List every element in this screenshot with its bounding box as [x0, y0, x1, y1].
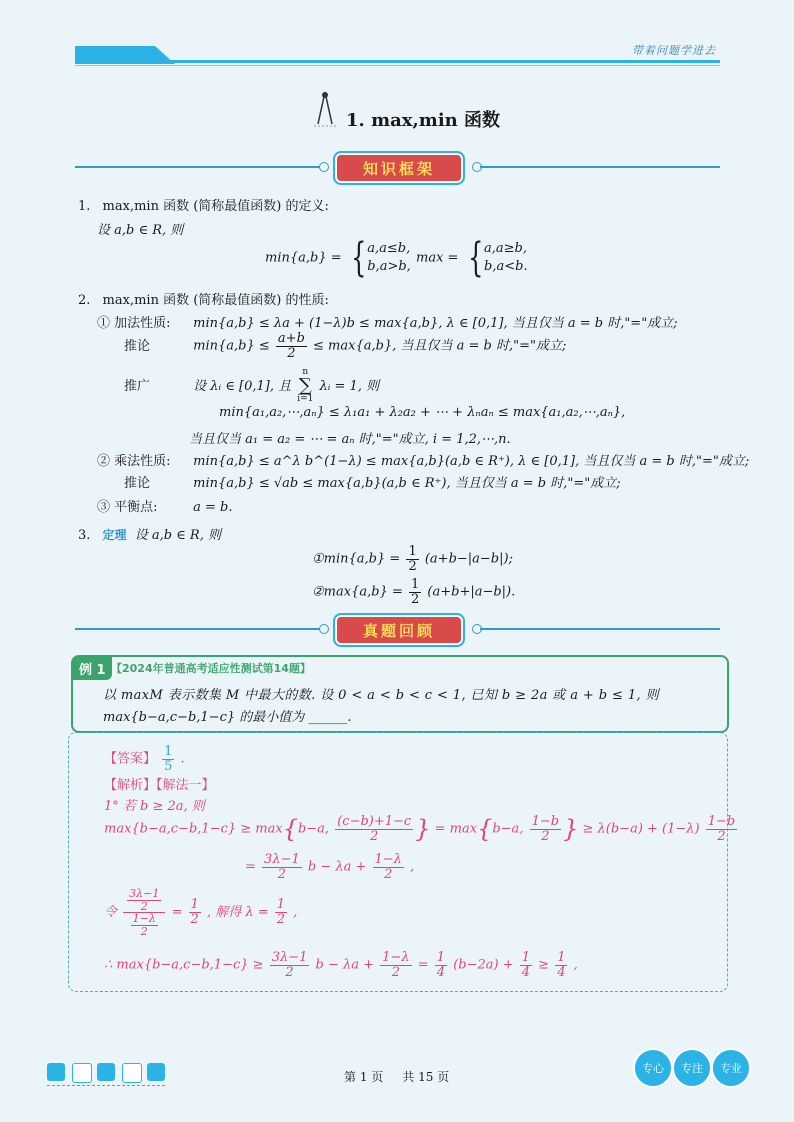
sum-top: n [302, 367, 309, 377]
title-text: max,min 函数 [371, 110, 501, 131]
f1-num: 1 [408, 544, 417, 559]
mul-property [97, 450, 749, 469]
s1-den: 2 [370, 828, 379, 844]
f1-pre: ①min{a,b} = [312, 551, 401, 567]
add-property [97, 312, 678, 331]
s2-den1: 2 [277, 866, 287, 882]
s3-end: , [293, 905, 298, 921]
s3-d2: 2 [140, 924, 148, 938]
example-source: 【2024年普通高考适应性测试第14题】 [111, 662, 311, 675]
footer-square [122, 1063, 142, 1083]
divider2-left [75, 628, 325, 630]
title-number: 1. [346, 110, 365, 131]
divider-left [75, 166, 325, 168]
s4-end: , [573, 957, 578, 973]
bal-text: a = b. [193, 500, 233, 515]
s1-a: b−a, [297, 821, 330, 837]
item1-label: max,min 函数 (简称最值函数) 的定义: [102, 199, 329, 214]
f2-post: (a+b+|a−b|). [427, 584, 516, 600]
badge-professional: 专业 [711, 1048, 751, 1088]
s2-pre: = [245, 859, 256, 875]
s1-num3: 1−b [707, 814, 736, 829]
gen-line2: min{a₁,a₂,⋯,aₙ} ≤ λ₁a₁ + λ₂a₂ + ⋯ + λₙaₙ ≤ max{a₁,a₂,⋯,aₙ}, [219, 405, 626, 420]
item3-setup: 设 a,b ∈ R, 则 [134, 528, 221, 543]
gen-pre: 设 λᵢ ∈ [0,1], 且 [193, 378, 292, 394]
s1-den3: 2 [717, 828, 726, 844]
badge-focus-attention: 专注 [672, 1048, 712, 1088]
min-def-row2: b,a>b, [367, 259, 411, 274]
theorem-tag: 定理 [102, 528, 127, 542]
sum-bottom: i=1 [297, 394, 314, 405]
example-line1: 以 maxM 表示数集 M 中最大的数. 设 0 < a < b < c < 1, 已知 b ≥ 2a 或 a + b ≤ 1, 则 [103, 688, 659, 703]
mul-text: min{a,b} ≤ a^λ b^(1−λ) ≤ max{a,b}(a,b ∈ R⁺), λ ∈ [0,1], 当且仅当 a = b 时,"="成立; [193, 454, 750, 469]
footer-badges [633, 1048, 748, 1084]
divider2-right [480, 628, 720, 630]
s4-m3: (b−2a) + [453, 957, 514, 973]
item3-heading [78, 524, 221, 543]
s3-ld: 2 [276, 912, 286, 928]
step2-line [245, 853, 414, 881]
sum-symbol: ∑ [298, 375, 312, 397]
s3-eq: = [171, 905, 183, 921]
mul-corollary [124, 472, 621, 491]
bal-label: ③ 平衡点: [97, 500, 158, 515]
s4-n3: 1 [436, 950, 446, 965]
s3-rn: 1 [190, 897, 199, 913]
divider2-dot-left [319, 624, 329, 634]
s3-rd: 2 [190, 912, 199, 928]
example-box [71, 655, 729, 733]
s4-d3: 4 [436, 964, 446, 980]
f2-den: 2 [410, 591, 420, 607]
footer-square [72, 1063, 92, 1083]
s4-d5: 4 [557, 964, 566, 980]
item1-number: 1. [78, 199, 91, 214]
max-def-row1: a,a≥b, [484, 241, 528, 257]
s4-m2: = [417, 957, 429, 973]
f1-den: 2 [408, 558, 417, 574]
add-text: min{a,b} ≤ λa + (1−λ)b ≤ max{a,b}, λ ∈ [0,1], 当且仅当 a = b 时,"="成立; [193, 316, 678, 331]
s2-den2: 2 [384, 866, 393, 882]
example-line2: max{b−a,c−b,1−c} 的最小值为 ______. [103, 710, 352, 725]
footer-square [97, 1063, 115, 1081]
step1-line: max{b−a,c−b,1−c} ≥ max{b−a, $\frac{(c-b)+1-c}{2}$ } = max{b−a, $\frac{1-b}{2}$ } ≥ λ(b−a) + (1−λ) $\frac{1-b}{2}$ [104, 814, 736, 844]
footer-square [147, 1063, 165, 1081]
s3-ln: 1 [276, 897, 286, 913]
header-tagline: 带着问题学进去 [632, 44, 716, 57]
item3-number: 3. [78, 528, 91, 543]
case1-line: 1° 若 b ≥ 2a, 则 [104, 799, 205, 814]
section-framework: 知识框架 [333, 151, 465, 185]
s4-d2: 2 [391, 964, 401, 980]
s1-pre: max{b−a,c−b,1−c} ≥ max [104, 821, 283, 837]
balance-point [97, 496, 233, 515]
item1-heading [78, 195, 329, 214]
item2-heading [78, 289, 329, 308]
answer-line [104, 745, 185, 773]
cor-label: 推论 [124, 338, 151, 354]
min-def-row1: a,a≤b, [367, 241, 411, 257]
mul-cor-label: 推论 [124, 476, 151, 491]
badge-focus-mind: 专心 [633, 1048, 673, 1088]
item2-number: 2. [78, 293, 91, 308]
answer-end: . [180, 751, 185, 767]
s3-pre: 令 [104, 905, 118, 921]
max-def-row2: b,a<b. [484, 259, 528, 274]
gen-label: 推广 [124, 378, 151, 394]
gen-post: λᵢ = 1, 则 [319, 378, 380, 394]
page-title [346, 106, 500, 132]
section-review: 真题回顾 [333, 613, 465, 647]
s1-den2: 2 [541, 828, 550, 844]
add-label: ① 加法性质: [97, 316, 171, 331]
s2-num2: 1−λ [374, 852, 402, 867]
solution-box [68, 732, 736, 992]
s1-num2: 1−b [531, 814, 560, 829]
cor-den: 2 [287, 345, 296, 361]
answer-num: 1 [164, 744, 173, 759]
s4-n2: 1−λ [382, 950, 410, 965]
s4-m4: ≥ [538, 957, 550, 973]
step4-line [104, 951, 578, 979]
s3-d1: 2 [140, 899, 148, 913]
s3-mid: , 解得 λ = [206, 905, 269, 921]
item1-min-def: min{a,b} = { a,a≤b, b,a>b, [265, 235, 411, 281]
gen-line3: 当且仅当 a₁ = a₂ = ⋯ = aₙ 时,"="成立, i = 1,2,⋯,n. [189, 432, 511, 447]
cor-num: a+b [277, 331, 305, 346]
max-def-lhs: max = [416, 250, 459, 266]
s4-d1: 2 [285, 964, 294, 980]
header-bar [75, 46, 720, 68]
mul-cor-text: min{a,b} ≤ √ab ≤ max{a,b}(a,b ∈ R⁺), 当且仅当 a = b 时,"="成立; [193, 476, 621, 491]
f2-num: 1 [410, 577, 420, 592]
add-corollary [124, 332, 566, 360]
footer-square [47, 1063, 65, 1081]
step3-line [104, 888, 297, 937]
answer-label: 【答案】 [104, 751, 157, 767]
cor-post: ≤ max{a,b}, 当且仅当 a = b 时,"="成立; [313, 338, 567, 354]
divider-right [480, 166, 720, 168]
s4-n1: 3λ−1 [271, 950, 308, 965]
s4-d4: 4 [521, 964, 531, 980]
f1-post: (a+b−|a−b|); [424, 551, 513, 567]
item1-setup: 设 a,b ∈ R, 则 [97, 223, 184, 238]
compass-icon [312, 90, 338, 128]
s4-pre: ∴ max{b−a,c−b,1−c} ≥ [104, 957, 264, 973]
s2-end: , [410, 859, 415, 875]
f2-pre: ②max{a,b} = [312, 584, 403, 600]
s1-num: (c−b)+1−c [337, 814, 412, 829]
answer-den: 5 [164, 758, 173, 774]
header-line [75, 60, 720, 63]
s1-mid2: ≥ λ(b−a) + (1−λ) [582, 821, 700, 837]
footer-underline [47, 1085, 165, 1086]
s3-n1: 3λ−1 [129, 887, 160, 900]
s4-n4: 1 [521, 950, 531, 965]
formula-min [312, 545, 513, 573]
formula-max [312, 578, 515, 606]
s1-b: b−a, [492, 821, 524, 837]
s2-num1: 3λ−1 [264, 852, 300, 867]
item2-label: max,min 函数 (简称最值函数) 的性质: [102, 293, 329, 308]
cor-pre: min{a,b} ≤ [193, 338, 270, 354]
item1-max-def: max = { a,a≥b, b,a<b. [416, 235, 528, 281]
s3-n2: 1−λ [132, 912, 156, 926]
analysis-label: 【解析】【解法一】 [104, 778, 215, 793]
s4-m1: b − λa + [315, 957, 375, 973]
example-tag: 例 1 [73, 657, 112, 680]
page-number: 第 1 页 共 15 页 [344, 1070, 450, 1084]
header-line-thin [75, 65, 720, 66]
generalization [124, 368, 379, 405]
s4-n5: 1 [557, 950, 566, 965]
s2-mid: b − λa + [307, 859, 367, 875]
s1-mid: = max [434, 821, 478, 837]
divider-dot-left [319, 162, 329, 172]
mul-label: ② 乘法性质: [97, 454, 171, 469]
min-def-lhs: min{a,b} = [265, 250, 342, 266]
